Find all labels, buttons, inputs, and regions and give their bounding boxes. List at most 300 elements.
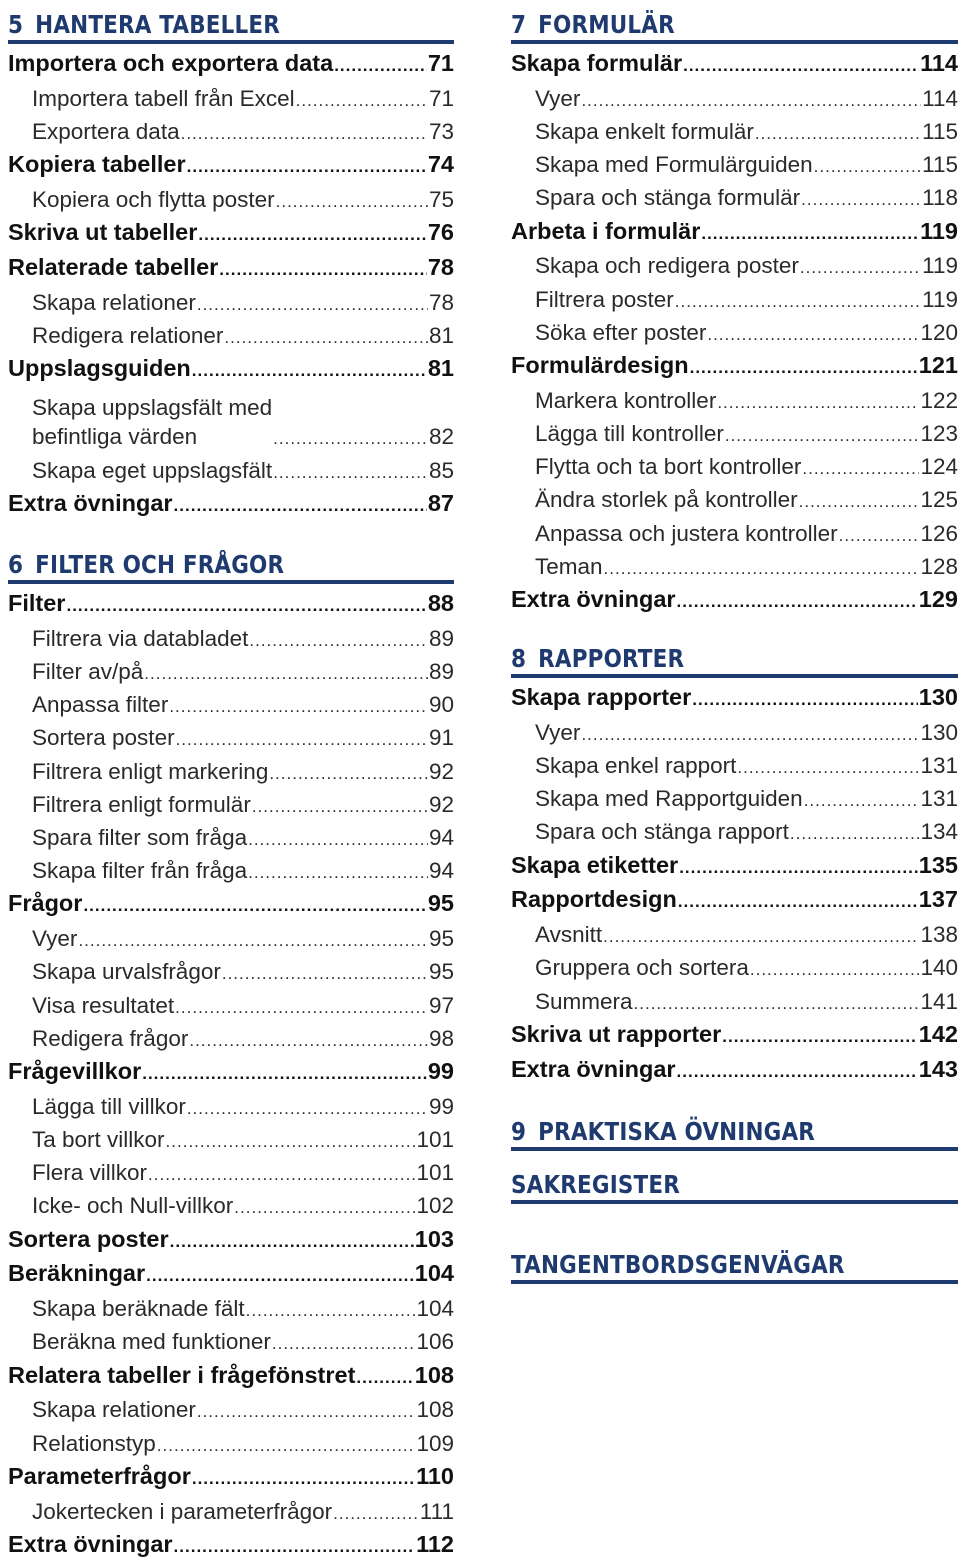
page-number: 114 [920, 50, 958, 76]
dot-leader [175, 999, 428, 1020]
toc-entry-sub [8, 923, 454, 956]
toc-entry-main [8, 1461, 454, 1494]
toc-entry-sub [8, 789, 454, 822]
page-number: 118 [922, 185, 958, 211]
page-number: 87 [427, 489, 454, 516]
dot-leader [581, 726, 919, 747]
toc-entry-sub [8, 956, 454, 989]
entry-title: Filtrera via databladet [32, 625, 249, 651]
toc-entry-sub [511, 418, 958, 451]
page-number: 125 [920, 487, 958, 513]
page-number: 128 [920, 553, 958, 579]
page-number: 81 [428, 323, 454, 348]
toc-entry-main [8, 1529, 454, 1562]
toc-entry-sub [511, 149, 958, 182]
toc-entry-sub [8, 1023, 454, 1056]
page-number: 75 [428, 187, 454, 212]
page-number: 95 [428, 926, 454, 952]
dot-leader [272, 1335, 416, 1356]
entry-title: Arbeta i formulär [511, 217, 701, 244]
page-number: 114 [922, 85, 958, 111]
page-number: 142 [918, 1020, 958, 1047]
toc-entry-sub [511, 451, 958, 484]
entry-title: Extra övningar [8, 1530, 173, 1557]
dot-leader [800, 259, 921, 280]
entry-title: Lägga till kontroller [535, 421, 724, 446]
toc-entry-sub [8, 320, 454, 353]
toc-entry-sub [8, 1157, 454, 1190]
entry-title: Söka efter poster [535, 319, 707, 345]
toc-entry-sub [8, 722, 454, 755]
toc-entry-main [511, 850, 958, 883]
section-rule [511, 1200, 958, 1204]
page-number: 111 [419, 1498, 454, 1524]
page-number: 119 [920, 217, 958, 244]
toc-entry-sub [511, 816, 958, 849]
section-rule [511, 1280, 958, 1284]
toc-entry-sub [8, 1190, 454, 1223]
page-number: 137 [918, 886, 958, 913]
section-number: 5 [8, 9, 24, 39]
entry-title: Vyer [535, 719, 581, 745]
dot-leader [176, 731, 428, 752]
entry-title: Flytta och ta bort kontroller [535, 454, 802, 480]
dot-leader [802, 460, 919, 481]
page-number: 95 [428, 959, 454, 985]
entry-title: Teman [535, 553, 603, 579]
dot-leader [174, 497, 427, 518]
toc-entry-main [511, 682, 958, 715]
dot-leader [174, 1538, 416, 1559]
page-number: 138 [920, 922, 958, 948]
dot-leader [725, 427, 920, 448]
dot-leader [707, 326, 919, 347]
page-number: 99 [428, 1093, 454, 1119]
entry-title: Filter av/på [32, 659, 144, 684]
toc-entry-sub [8, 1326, 454, 1359]
page-number: 78 [427, 254, 454, 280]
entry-title: Rapportdesign [511, 886, 677, 913]
entry-title: Extra övningar [8, 489, 173, 516]
dot-leader [273, 430, 428, 451]
entry-title: Filtrera enligt formulär [32, 791, 251, 817]
entry-title: Filtrera enligt markering [32, 758, 269, 784]
toc-entry-sub [511, 952, 958, 985]
section-rule [511, 674, 958, 678]
entry-title: Markera kontroller [535, 387, 717, 413]
entry-title: Kopiera tabeller [8, 151, 186, 178]
entry-title: Skapa relationer [32, 289, 196, 315]
entry-title: Gruppera och sortera [535, 955, 749, 981]
dot-leader [222, 965, 428, 986]
entry-title: Icke- och Null-villkor [32, 1193, 234, 1219]
toc-entry-sub [511, 986, 958, 1019]
page-number: 119 [922, 286, 958, 312]
dot-leader [83, 897, 426, 918]
entry-title: Skapa filter från fråga [32, 858, 248, 884]
toc-entry-sub [8, 656, 454, 689]
entry-title: Spara och stänga rapport [535, 819, 789, 845]
toc-entry-main [8, 217, 454, 250]
section-rule [8, 40, 454, 44]
page-number: 71 [427, 50, 454, 76]
dot-leader [750, 961, 920, 982]
dot-leader [677, 593, 918, 614]
entry-title: Skriva ut tabeller [8, 219, 198, 246]
dot-leader [683, 57, 919, 78]
toc-entry-sub [8, 990, 454, 1023]
entry-title-line1: Skapa uppslagsfält med [32, 395, 273, 420]
page-number: 89 [428, 625, 454, 651]
dot-leader [690, 359, 918, 380]
toc-entry-main [511, 584, 958, 617]
dot-leader [722, 1028, 918, 1049]
page-number: 78 [428, 289, 454, 315]
entry-title: Skapa beräknade fält [32, 1296, 245, 1322]
dot-leader [248, 864, 428, 885]
toc-entry-sub [8, 756, 454, 789]
toc-entry-main [511, 350, 958, 383]
page-number: 101 [416, 1160, 454, 1186]
toc-entry-sub [8, 1293, 454, 1326]
toc-entry-sub [511, 182, 958, 215]
section-rule [511, 40, 958, 44]
entry-title: Uppslagsguiden [8, 355, 191, 382]
page-number: 95 [427, 890, 454, 917]
dot-leader [249, 632, 428, 653]
page-number: 131 [920, 786, 958, 812]
toc-entry-sub [511, 484, 958, 517]
toc-entry-main [8, 1258, 454, 1291]
dot-leader [581, 92, 921, 113]
page-number: 98 [428, 1025, 454, 1051]
page-number: 119 [922, 253, 958, 279]
toc-entry-sub [511, 551, 958, 584]
page-number: 120 [920, 319, 958, 345]
toc-entry-sub [8, 855, 454, 888]
page-number: 102 [416, 1193, 454, 1219]
dot-leader [675, 293, 921, 314]
dot-leader [246, 1302, 416, 1323]
dot-leader [334, 57, 427, 78]
dot-leader [197, 296, 428, 317]
page-number: 108 [416, 1397, 454, 1423]
page-number: 81 [427, 355, 454, 382]
page-number: 110 [416, 1462, 454, 1489]
toc-entry-main [8, 353, 454, 386]
entry-title: Filtrera poster [535, 286, 674, 312]
toc-entry-sub [8, 455, 454, 488]
entry-title: Skapa med Rapportguiden [535, 786, 803, 812]
toc-entry-sub [511, 783, 958, 816]
toc-entry-sub [8, 1496, 454, 1529]
toc-entry-sub [8, 116, 454, 149]
toc-entry-main [511, 884, 958, 917]
toc-entry-sub [511, 250, 958, 283]
section-title: SAKREGISTER [511, 1169, 680, 1199]
entry-title: Extra övningar [511, 1055, 676, 1082]
entry-title: Spara och stänga formulär [535, 185, 801, 211]
dot-leader [296, 92, 428, 113]
toc-entry-sub [8, 184, 454, 217]
entry-title: Anpassa filter [32, 692, 169, 718]
entry-title: Skapa rapporter [511, 684, 692, 710]
entry-title: Skapa relationer [32, 1397, 196, 1423]
entry-title: Summera [535, 988, 633, 1014]
dot-leader [157, 1437, 416, 1458]
dot-leader [801, 191, 921, 212]
section-number: 7 [511, 9, 527, 39]
dot-leader [692, 691, 918, 712]
dot-leader [839, 527, 920, 548]
dot-leader [224, 329, 428, 350]
dot-leader [234, 1199, 415, 1220]
toc-entry-sub [8, 287, 454, 320]
page-number: 104 [414, 1260, 454, 1287]
section-number: 9 [511, 1116, 527, 1146]
page-number: 134 [920, 819, 958, 845]
page-number: 124 [920, 454, 958, 480]
section-title: RAPPORTER [538, 643, 685, 673]
toc-entry-sub [8, 1428, 454, 1461]
dot-leader [677, 1063, 918, 1084]
page-number: 82 [428, 424, 454, 449]
dot-leader [269, 765, 428, 786]
entry-title: Avsnitt [535, 922, 603, 948]
section-number: 8 [511, 643, 527, 673]
toc-entry-sub [511, 83, 958, 116]
entry-title: Redigera frågor [32, 1025, 189, 1051]
dot-leader [144, 665, 428, 686]
dot-leader [187, 1100, 428, 1121]
entry-title: Skapa enkel rapport [535, 753, 737, 778]
dot-leader [701, 225, 919, 246]
toc-entry-sub [8, 822, 454, 855]
toc-entry-main [8, 488, 454, 521]
page-number: 108 [414, 1361, 454, 1388]
toc-entry-sub [511, 919, 958, 952]
toc-entry-main [8, 1056, 454, 1089]
dot-leader [148, 1166, 415, 1187]
toc-entry-sub [511, 518, 958, 551]
dot-leader [197, 1403, 416, 1424]
page-number: 91 [428, 725, 454, 751]
dot-leader [790, 825, 920, 846]
entry-title: Importera och exportera data [8, 50, 334, 76]
toc-entry-main [511, 1054, 958, 1087]
dot-leader [333, 1505, 419, 1526]
entry-title: Frågevillkor [8, 1058, 142, 1084]
toc-entry-main [8, 252, 454, 285]
toc-entry-sub [511, 750, 958, 783]
dot-leader [604, 560, 920, 581]
toc-entry-sub [8, 1091, 454, 1124]
dot-leader [142, 1065, 427, 1086]
section-title: PRAKTISKA ÖVNINGAR [538, 1116, 815, 1146]
toc-entry-sub [8, 1394, 454, 1427]
page-number: 121 [918, 352, 958, 378]
toc-entry-sub [8, 1124, 454, 1157]
toc-entry-sub [511, 717, 958, 750]
dot-leader [755, 125, 921, 146]
dot-leader [737, 759, 919, 780]
page-number: 106 [416, 1329, 454, 1355]
page-number: 123 [920, 421, 958, 446]
page-number: 94 [428, 858, 454, 884]
entry-title: Lägga till villkor [32, 1093, 186, 1119]
page-number: 89 [428, 659, 454, 684]
page-number: 104 [416, 1296, 454, 1322]
entry-title: Beräkna med funktioner [32, 1329, 271, 1355]
page-number: 103 [414, 1225, 454, 1252]
page-number: 115 [922, 152, 958, 178]
dot-leader [187, 158, 427, 179]
toc-entry-sub [8, 623, 454, 656]
page-number: 130 [918, 684, 958, 710]
entry-title: Extra övningar [511, 586, 676, 612]
dot-leader [192, 1470, 415, 1491]
dot-leader [252, 798, 428, 819]
page-number: 131 [920, 753, 958, 778]
section-title: FILTER OCH FRÅGOR [35, 549, 285, 579]
toc-entry-main [8, 149, 454, 182]
entry-title: Beräkningar [8, 1260, 146, 1287]
entry-title: Filter [8, 590, 66, 616]
section-title: TANGENTBORDSGENVÄGAR [511, 1249, 845, 1279]
toc-entry-sub [8, 689, 454, 722]
entry-title: Relatera tabeller i frågefönstret [8, 1361, 356, 1388]
toc-entry-sub [511, 116, 958, 149]
toc-entry-main [8, 588, 454, 621]
dot-leader [146, 1267, 414, 1288]
dot-leader [603, 928, 919, 949]
entry-title: Vyer [535, 85, 581, 111]
entry-title: Relaterade tabeller [8, 254, 219, 280]
entry-title [32, 393, 272, 451]
entry-title: Jokertecken i parameterfrågor [32, 1498, 333, 1524]
toc-entry-main [8, 1360, 454, 1393]
entry-title: Skapa urvalsfrågor [32, 959, 221, 985]
entry-title: Sortera poster [8, 1225, 169, 1252]
page-number: 112 [416, 1530, 454, 1557]
entry-title: Skapa formulär [511, 50, 683, 76]
dot-leader [169, 698, 428, 719]
entry-title: Skriva ut rapporter [511, 1020, 722, 1047]
toc-entry-sub [511, 385, 958, 418]
page-number: 99 [427, 1058, 454, 1084]
section-rule [511, 1147, 958, 1151]
entry-title: Skapa och redigera poster [535, 253, 799, 279]
entry-title: Sortera poster [32, 725, 175, 751]
entry-title: Anpassa och justera kontroller [535, 520, 838, 546]
page-number: 85 [428, 457, 454, 483]
dot-leader [799, 493, 920, 514]
dot-leader [170, 1233, 414, 1254]
page-number: 135 [918, 851, 958, 878]
page-number: 101 [416, 1127, 454, 1152]
toc-entry-main [8, 888, 454, 921]
entry-title: Frågor [8, 890, 83, 917]
dot-leader [273, 464, 428, 485]
toc-entry-main [8, 48, 454, 81]
dot-leader [181, 125, 428, 146]
dot-leader [78, 932, 428, 953]
page-number: 88 [427, 590, 454, 616]
entry-title: Relationstyp [32, 1430, 156, 1456]
toc-entry-sub [511, 317, 958, 350]
toc-entry-main [511, 48, 958, 81]
page-number: 143 [918, 1055, 958, 1082]
entry-title: Kopiera och flytta poster [32, 187, 275, 212]
page-number: 71 [428, 85, 454, 111]
entry-title: Ta bort villkor [32, 1127, 165, 1152]
page-number: 109 [416, 1430, 454, 1456]
toc-entry-main [511, 1019, 958, 1052]
dot-leader [634, 995, 920, 1016]
dot-leader [356, 1369, 413, 1390]
dot-leader [248, 831, 428, 852]
toc-entry-sub [8, 388, 454, 454]
entry-title: Visa resultatet [32, 992, 175, 1018]
dot-leader [189, 1032, 428, 1053]
entry-title: Parameterfrågor [8, 1462, 191, 1489]
toc-entry-sub [8, 83, 454, 116]
dot-leader [679, 859, 918, 880]
page-number: 126 [920, 520, 958, 546]
entry-title: Flera villkor [32, 1160, 148, 1186]
entry-title: Vyer [32, 926, 78, 952]
dot-leader [276, 193, 428, 214]
page-number: 122 [920, 387, 958, 413]
toc-entry-sub [511, 284, 958, 317]
dot-leader [66, 597, 426, 618]
entry-title: Spara filter som fråga [32, 825, 248, 850]
dot-leader [166, 1133, 416, 1154]
toc-entry-main [8, 1224, 454, 1257]
page-number: 97 [428, 992, 454, 1018]
entry-title: Skapa med Formulärguiden [535, 152, 813, 178]
page-number: 92 [428, 758, 454, 784]
page-number: 74 [427, 151, 454, 178]
section-title: FORMULÄR [538, 9, 675, 39]
dot-leader [717, 394, 919, 415]
dot-leader [219, 261, 427, 282]
entry-title: Formulärdesign [511, 352, 689, 378]
dot-leader [678, 893, 918, 914]
dot-leader [198, 226, 426, 247]
page-number: 129 [918, 586, 958, 612]
section-number: 6 [8, 549, 24, 579]
page-number: 130 [920, 719, 958, 745]
entry-title: Skapa etiketter [511, 851, 679, 878]
section-rule [8, 580, 454, 584]
entry-title: Importera tabell från Excel [32, 85, 295, 111]
page-number: 141 [920, 988, 958, 1014]
entry-title-line2: befintliga värden [32, 424, 198, 449]
entry-title: Exportera data [32, 119, 180, 144]
page-number: 76 [427, 219, 454, 246]
dot-leader [804, 792, 920, 813]
page-number: 94 [428, 825, 454, 850]
dot-leader [192, 362, 427, 383]
page-number: 140 [920, 955, 958, 981]
toc-entry-main [511, 216, 958, 249]
page-number: 73 [428, 119, 454, 144]
entry-title: Skapa eget uppslagsfält [32, 457, 273, 483]
entry-title: Redigera relationer [32, 323, 224, 348]
entry-title: Skapa enkelt formulär [535, 119, 754, 144]
section-title: HANTERA TABELLER [35, 9, 280, 39]
